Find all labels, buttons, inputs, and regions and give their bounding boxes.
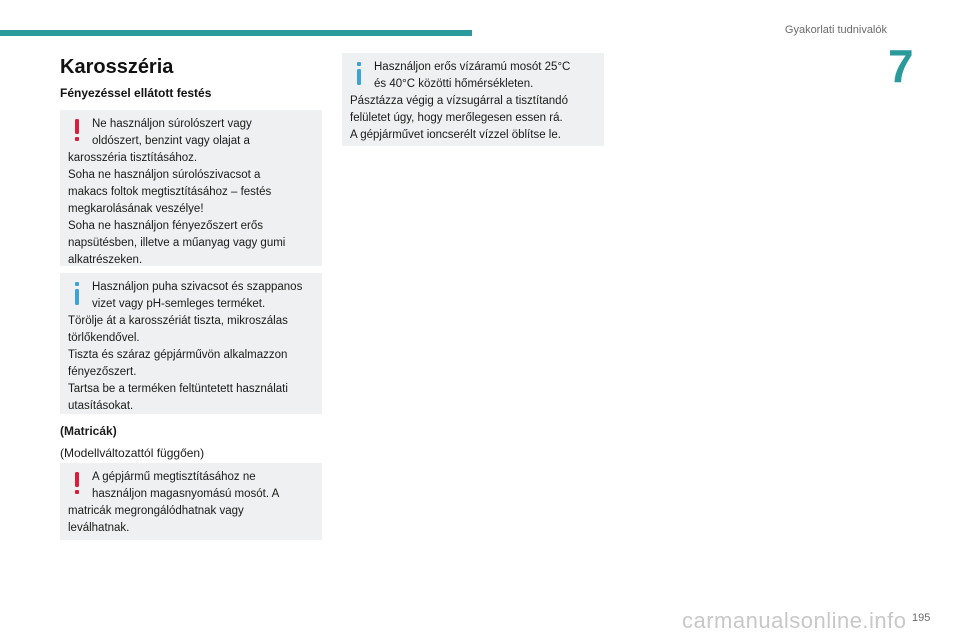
- note-line: oldószert, benzint vagy olajat a: [92, 135, 250, 147]
- chapter-title: Gyakorlati tudnivalók: [784, 24, 887, 36]
- note-line: és 40°C közötti hőmérsékleten.: [374, 78, 534, 90]
- note-line: törlőkendővel.: [68, 332, 140, 344]
- warning-note-paint: [60, 110, 322, 266]
- note-line: Tiszta és száraz gépjárművön alkalmazzon: [68, 349, 288, 361]
- note-line: Pásztázza végig a vízsugárral a tisztítandó: [350, 95, 568, 107]
- info-icon: [355, 62, 363, 86]
- note-line: karosszéria tisztításához.: [68, 152, 198, 164]
- info-note-cleaning: [60, 273, 322, 414]
- note-line: A gépjárművet ioncserélt vízzel öblítse le.: [350, 129, 561, 141]
- info-icon: [73, 282, 81, 306]
- note-line: Használjon puha szivacsot és szappanos: [92, 281, 303, 293]
- note-line: alkatrészeken.: [68, 254, 143, 266]
- note-line: Használjon erős vízáramú mosót 25°C: [374, 61, 571, 73]
- note-line: megkarolásának veszélye!: [68, 203, 204, 215]
- note-line: használjon magasnyomású mosót. A: [92, 488, 280, 500]
- stickers-heading: (Matricák): [60, 424, 117, 438]
- warning-note-stickers: [60, 463, 322, 540]
- watermark-text: carmanualsonline.info: [682, 608, 907, 633]
- note-line: Törölje át a karosszériát tiszta, mikroszálas: [68, 315, 288, 327]
- note-line: A gépjármű megtisztításához ne: [92, 471, 256, 483]
- note-line: Ne használjon súrolószert vagy: [92, 118, 252, 130]
- warning-exclamation-icon: [73, 119, 81, 143]
- warning-exclamation-icon: [73, 472, 81, 496]
- note-line: matricák megrongálódhatnak vagy: [68, 505, 244, 517]
- page-number: 195: [912, 612, 931, 624]
- note-line: Tartsa be a terméken feltüntetett használati: [68, 383, 288, 395]
- note-line: makacs foltok megtisztításához – festés: [68, 186, 272, 198]
- note-line: napsütésben, illetve a műanyag vagy gumi: [68, 237, 286, 249]
- note-line: Soha ne használjon fényezőszert erős: [68, 220, 263, 232]
- chapter-number: 7: [888, 40, 914, 92]
- header-accent-bar: [0, 30, 472, 36]
- info-note-pressure-wash: [342, 53, 604, 146]
- subsection-title: Fényezéssel ellátott festés: [60, 86, 212, 100]
- stickers-subheading: (Modellváltozattól függően): [60, 446, 205, 460]
- note-line: utasításokat.: [68, 400, 134, 412]
- note-line: vizet vagy pH-semleges terméket.: [92, 298, 266, 310]
- note-line: leválhatnak.: [68, 522, 130, 534]
- note-line: felületet úgy, hogy merőlegesen essen rá.: [350, 112, 563, 124]
- note-line: fényezőszert.: [68, 366, 137, 378]
- note-line: Soha ne használjon súrolószivacsot a: [68, 169, 261, 181]
- section-title: Karosszéria: [60, 56, 174, 78]
